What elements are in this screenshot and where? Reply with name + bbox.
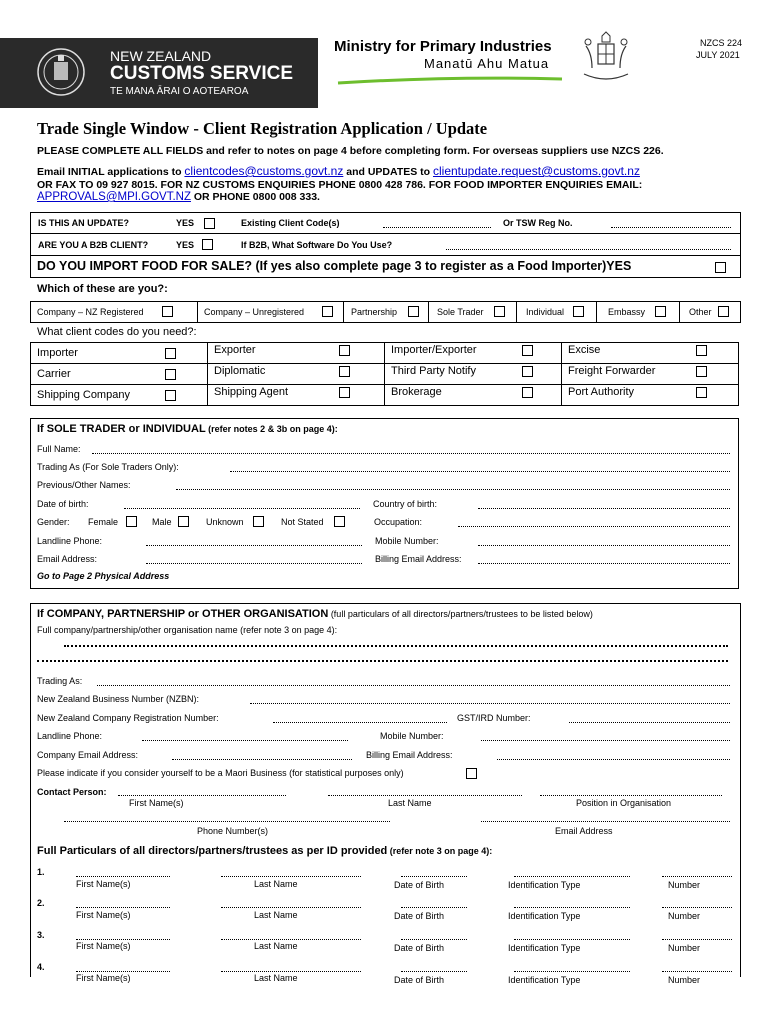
- contact-first-name-caption: First Name(s): [129, 798, 184, 808]
- trading-as-label: Trading As (For Sole Traders Only):: [37, 462, 179, 472]
- existing-code-label: Existing Client Code(s): [241, 218, 340, 228]
- previous-names-label: Previous/Other Names:: [37, 480, 131, 490]
- director-last-name-field[interactable]: [221, 907, 361, 908]
- contact-person-label: Contact Person:: [37, 787, 107, 797]
- gender-not-stated-label: Not Stated: [281, 517, 324, 527]
- food-question: DO YOU IMPORT FOOD FOR SALE? (If yes also complete page 3 to register as a Food Importer)YES: [37, 259, 632, 273]
- director-col-caption: Date of Birth: [394, 880, 445, 890]
- director-col-caption: Identification Type: [508, 943, 581, 953]
- director-dob-field[interactable]: [401, 971, 467, 972]
- email-initial-link[interactable]: clientcodes@customs.govt.nz: [184, 164, 344, 178]
- full-name-field[interactable]: [92, 453, 730, 454]
- mobile-label: Mobile Number:: [375, 536, 439, 546]
- nzbn-label: New Zealand Business Number (NZBN):: [37, 694, 200, 704]
- contact-position-field[interactable]: [540, 795, 722, 796]
- country-birth-label: Country of birth:: [373, 499, 438, 509]
- tsw-reg-field[interactable]: [611, 227, 731, 228]
- company-mobile-label: Mobile Number:: [380, 731, 444, 741]
- company-full-name-label: Full company/partnership/other organisation name (refer note 3 on page 4):: [37, 625, 338, 635]
- director-first-name-field[interactable]: [76, 876, 170, 877]
- director-dob-field[interactable]: [401, 939, 467, 940]
- code-option-checkbox[interactable]: [165, 390, 176, 401]
- entity-option-label: Partnership: [351, 307, 398, 317]
- is-update-label: IS THIS AN UPDATE?: [38, 218, 130, 228]
- director-col-caption: Last Name: [254, 973, 298, 983]
- code-option-checkbox[interactable]: [165, 348, 176, 359]
- director-col-caption: First Name(s): [76, 973, 131, 983]
- agency-line3: TE MANA ĀRAI O AOTEAROA: [110, 86, 249, 97]
- gender-unknown-checkbox[interactable]: [253, 516, 264, 527]
- company-heading: If COMPANY, PARTNERSHIP or OTHER ORGANISATION (full particulars of all directors/partners/trustees to be listed below): [37, 608, 593, 620]
- company-mobile-field[interactable]: [481, 740, 730, 741]
- occupation-field[interactable]: [458, 526, 730, 527]
- landline-label: Landline Phone:: [37, 536, 103, 546]
- intro-line2: Email INITIAL applications to clientcodes@customs.govt.nz and UPDATES to clientupdate.request@customs.govt.nz: [37, 164, 640, 178]
- director-dob-field[interactable]: [401, 876, 467, 877]
- maori-business-checkbox[interactable]: [466, 768, 477, 779]
- entity-option-checkbox[interactable]: [655, 306, 666, 317]
- contact-first-name-field[interactable]: [118, 795, 286, 796]
- code-option-label: Diplomatic: [214, 365, 266, 377]
- company-full-name-field[interactable]: [64, 645, 728, 647]
- code-option-label: Shipping Company: [37, 389, 130, 401]
- director-col-caption: Number: [668, 880, 701, 890]
- gender-female-label: Female: [88, 517, 119, 527]
- previous-names-field[interactable]: [176, 489, 730, 490]
- director-col-caption: Number: [668, 911, 701, 921]
- email-field[interactable]: [146, 563, 362, 564]
- director-first-name-field[interactable]: [76, 939, 170, 940]
- director-col-caption: Identification Type: [508, 975, 581, 985]
- food-yes-checkbox[interactable]: [715, 262, 726, 273]
- entity-option-label: Company – NZ Registered: [37, 307, 144, 317]
- director-id-type-field[interactable]: [514, 876, 630, 877]
- company-email-label: Company Email Address:: [37, 750, 139, 760]
- trading-as-field[interactable]: [230, 471, 730, 472]
- code-option-checkbox[interactable]: [522, 387, 533, 398]
- director-id-type-field[interactable]: [514, 907, 630, 908]
- billing-email-field[interactable]: [478, 563, 730, 564]
- company-billing-email-field[interactable]: [497, 759, 730, 760]
- gender-not-stated-checkbox[interactable]: [334, 516, 345, 527]
- b2b-software-label: If B2B, What Software Do You Use?: [241, 240, 393, 250]
- entity-option-checkbox[interactable]: [573, 306, 584, 317]
- director-col-caption: First Name(s): [76, 910, 131, 920]
- code-option-checkbox[interactable]: [522, 366, 533, 377]
- code-option-label: Freight Forwarder: [568, 365, 656, 377]
- contact-phone-field[interactable]: [64, 821, 390, 822]
- code-option-label: Port Authority: [568, 386, 635, 398]
- update-yes-label: YES: [176, 218, 195, 228]
- which-are-you-label: Which of these are you?:: [37, 283, 168, 295]
- director-id-number-field[interactable]: [662, 939, 732, 940]
- nzbn-field[interactable]: [250, 703, 730, 704]
- contact-phone-caption: Phone Number(s): [197, 826, 269, 836]
- director-last-name-field[interactable]: [221, 971, 361, 972]
- entity-option-label: Sole Trader: [437, 307, 484, 317]
- company-reg-label: New Zealand Company Registration Number:: [37, 713, 219, 723]
- dob-field[interactable]: [124, 508, 360, 509]
- entity-option-checkbox[interactable]: [408, 306, 419, 317]
- contact-email-field[interactable]: [481, 821, 730, 822]
- director-id-number-field[interactable]: [662, 907, 732, 908]
- b2b-label: ARE YOU A B2B CLIENT?: [38, 240, 149, 250]
- gender-label: Gender:: [37, 517, 70, 527]
- mobile-field[interactable]: [478, 545, 730, 546]
- entity-option-checkbox[interactable]: [494, 306, 505, 317]
- code-option-label: Brokerage: [391, 386, 442, 398]
- email-label: Email Address:: [37, 554, 98, 564]
- entity-option-label: Embassy: [608, 307, 646, 317]
- entity-option-label: Other: [689, 307, 712, 317]
- director-id-number-field[interactable]: [662, 876, 732, 877]
- ministry-maori: Manatū Ahu Matua: [424, 56, 550, 71]
- code-option-checkbox[interactable]: [339, 366, 350, 377]
- gender-male-label: Male: [152, 517, 172, 527]
- company-reg-field[interactable]: [273, 722, 447, 723]
- director-last-name-field[interactable]: [221, 939, 361, 940]
- director-first-name-field[interactable]: [76, 907, 170, 908]
- intro-line3: OR FAX TO 09 927 8015. FOR NZ CUSTOMS ENQUIRIES PHONE 0800 428 786. FOR FOOD IMPORTER ENQUIRIES EMAIL:: [37, 179, 643, 191]
- entity-option-checkbox[interactable]: [162, 306, 173, 317]
- country-birth-field[interactable]: [478, 508, 730, 509]
- gender-unknown-label: Unknown: [206, 517, 244, 527]
- director-number: 1.: [37, 867, 45, 877]
- company-trading-as-field[interactable]: [97, 685, 730, 686]
- code-option-label: Excise: [568, 344, 601, 356]
- entity-option-label: Company – Unregistered: [204, 307, 305, 317]
- director-col-caption: Identification Type: [508, 911, 581, 921]
- email-food-link[interactable]: APPROVALS@MPI.GOVT.NZ: [37, 191, 191, 203]
- existing-code-field[interactable]: [383, 227, 491, 228]
- director-last-name-field[interactable]: [221, 876, 361, 877]
- director-id-type-field[interactable]: [514, 971, 630, 972]
- ministry-underline-swoosh: [336, 74, 566, 89]
- sole-trader-heading: If SOLE TRADER or INDIVIDUAL (refer notes 2 & 3b on page 4):: [37, 423, 338, 435]
- contact-last-name-field[interactable]: [328, 795, 522, 796]
- director-col-caption: First Name(s): [76, 941, 131, 951]
- director-first-name-field[interactable]: [76, 971, 170, 972]
- director-dob-field[interactable]: [401, 907, 467, 908]
- code-option-checkbox[interactable]: [339, 345, 350, 356]
- goto-page2-note: Go to Page 2 Physical Address: [37, 571, 170, 581]
- director-col-caption: Date of Birth: [394, 943, 445, 953]
- director-col-caption: Number: [668, 943, 701, 953]
- customs-logo-crest: [36, 44, 86, 102]
- code-option-label: Importer/Exporter: [391, 344, 477, 356]
- client-codes-label: What client codes do you need?:: [37, 326, 197, 338]
- director-col-caption: Number: [668, 975, 701, 985]
- occupation-label: Occupation:: [374, 517, 423, 527]
- b2b-software-field[interactable]: [446, 249, 731, 250]
- director-id-type-field[interactable]: [514, 939, 630, 940]
- gst-field[interactable]: [569, 722, 730, 723]
- code-option-label: Third Party Notify: [391, 365, 476, 377]
- code-option-checkbox[interactable]: [696, 345, 707, 356]
- company-landline-field[interactable]: [142, 740, 348, 741]
- director-col-caption: Last Name: [254, 879, 298, 889]
- director-col-caption: Identification Type: [508, 880, 581, 890]
- page-title: Trade Single Window - Client Registration Application / Update: [37, 119, 488, 138]
- form-code: NZCS 224: [700, 38, 743, 48]
- agency-line1: NEW ZEALAND: [110, 48, 212, 64]
- entity-option-checkbox[interactable]: [322, 306, 333, 317]
- director-col-caption: Last Name: [254, 941, 298, 951]
- form-date: JULY 2021: [696, 50, 740, 60]
- maori-business-label: Please indicate if you consider yourself to be a Maori Business (for statistical purposes only): [37, 768, 404, 778]
- company-landline-label: Landline Phone:: [37, 731, 103, 741]
- code-option-label: Carrier: [37, 368, 71, 380]
- director-number: 3.: [37, 930, 45, 940]
- code-option-label: Exporter: [214, 344, 256, 356]
- company-billing-email-label: Billing Email Address:: [366, 750, 453, 760]
- director-id-number-field[interactable]: [662, 971, 732, 972]
- contact-email-caption: Email Address: [555, 826, 613, 836]
- b2b-yes-checkbox[interactable]: [202, 239, 213, 250]
- company-trading-as-label: Trading As:: [37, 676, 83, 686]
- director-col-caption: Last Name: [254, 910, 298, 920]
- email-updates-link[interactable]: clientupdate.request@customs.govt.nz: [432, 164, 640, 178]
- coat-of-arms-icon: [578, 30, 634, 88]
- intro-line1: PLEASE COMPLETE ALL FIELDS and refer to notes on page 4 before completing form. For overseas suppliers use NZCS 226.: [37, 145, 664, 157]
- code-option-checkbox[interactable]: [339, 387, 350, 398]
- code-option-checkbox[interactable]: [696, 387, 707, 398]
- gender-female-checkbox[interactable]: [126, 516, 137, 527]
- code-option-label: Importer: [37, 347, 78, 359]
- director-col-caption: Date of Birth: [394, 911, 445, 921]
- director-number: 2.: [37, 898, 45, 908]
- gst-label: GST/IRD Number:: [457, 713, 531, 723]
- agency-line2: CUSTOMS SERVICE: [110, 63, 294, 84]
- entity-option-checkbox[interactable]: [718, 306, 729, 317]
- entity-option-label: Individual: [526, 307, 565, 317]
- full-name-label: Full Name:: [37, 444, 81, 454]
- contact-position-caption: Position in Organisation: [576, 798, 672, 808]
- contact-last-name-caption: Last Name: [388, 798, 432, 808]
- code-option-checkbox[interactable]: [165, 369, 176, 380]
- director-col-caption: Date of Birth: [394, 975, 445, 985]
- director-number: 4.: [37, 962, 45, 972]
- tsw-reg-label: Or TSW Reg No.: [503, 218, 573, 228]
- director-col-caption: First Name(s): [76, 879, 131, 889]
- landline-field[interactable]: [146, 545, 362, 546]
- code-option-checkbox[interactable]: [522, 345, 533, 356]
- b2b-yes-label: YES: [176, 240, 195, 250]
- update-yes-checkbox[interactable]: [204, 218, 215, 229]
- gender-male-checkbox[interactable]: [178, 516, 189, 527]
- directors-heading: Full Particulars of all directors/partners/trustees as per ID provided (refer note 3 on page 4):: [37, 845, 493, 857]
- dob-label: Date of birth:: [37, 499, 89, 509]
- intro-line4: APPROVALS@MPI.GOVT.NZ OR PHONE 0800 008 333.: [37, 191, 320, 203]
- code-option-label: Shipping Agent: [214, 386, 289, 398]
- billing-email-label: Billing Email Address:: [375, 554, 462, 564]
- code-option-checkbox[interactable]: [696, 366, 707, 377]
- company-email-field[interactable]: [172, 759, 352, 760]
- ministry-name: Ministry for Primary Industries: [334, 38, 552, 55]
- company-full-name-field-line2[interactable]: [37, 660, 728, 662]
